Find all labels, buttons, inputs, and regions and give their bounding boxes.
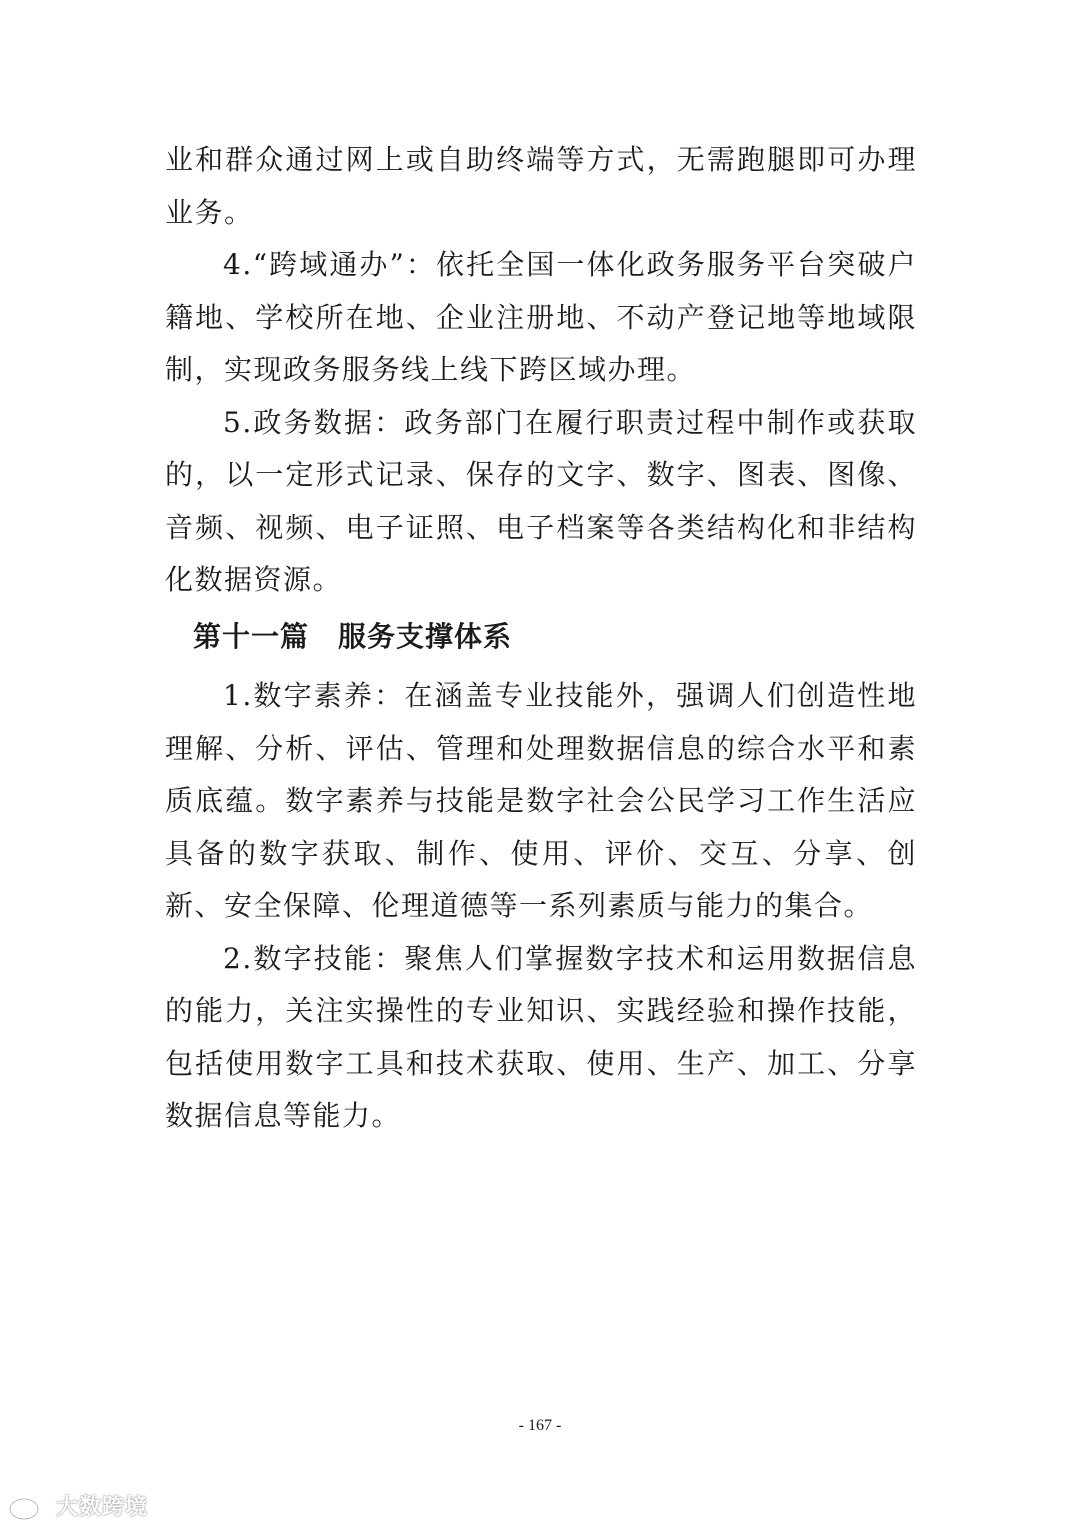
paragraph-cross-region: 4.“跨域通办”：依托全国一体化政务服务平台突破户籍地、学校所在地、企业注册地、不动产登记地等地域限制，实现政务服务线上线下跨区域办理。 <box>165 248 917 386</box>
weibo-logo-icon <box>8 1491 52 1521</box>
text-section-1 <box>165 134 917 607</box>
page-number: - 167 - <box>518 1417 562 1434</box>
paragraph-digital-skills: 2.数字技能：聚焦人们掌握数字技术和运用数据信息的能力，关注实操性的专业知识、实践经验和操作技能，包括使用数字工具和技术获取、使用、生产、加工、分享数据信息等能力。 <box>165 941 917 1132</box>
chapter-heading: 第十一篇 服务支撑体系 <box>193 620 513 653</box>
watermark <box>8 1490 148 1521</box>
paragraph-government-data: 5.政务数据：政务部门在履行职责过程中制作或获取的，以一定形式记录、保存的文字、数字、图表、图像、音频、视频、电子证照、电子档案等各类结构化和非结构化数据资源。 <box>165 405 917 596</box>
text-section-2 <box>165 670 917 1143</box>
paragraph-continued: 业和群众通过网上或自助终端等方式，无需跑腿即可办理业务。 <box>165 143 917 229</box>
watermark-text: 大数跨境 <box>56 1495 149 1520</box>
paragraph-digital-literacy: 1.数字素养：在涵盖专业技能外，强调人们创造性地理解、分析、评估、管理和处理数据信息的综合水平和素质底蕴。数字素养与技能是数字社会公民学习工作生活应具备的数字获取、制作、使用、评价、交互、分享、创新、安全保障、伦理道德等一系列素质与能力的集合。 <box>165 679 917 922</box>
